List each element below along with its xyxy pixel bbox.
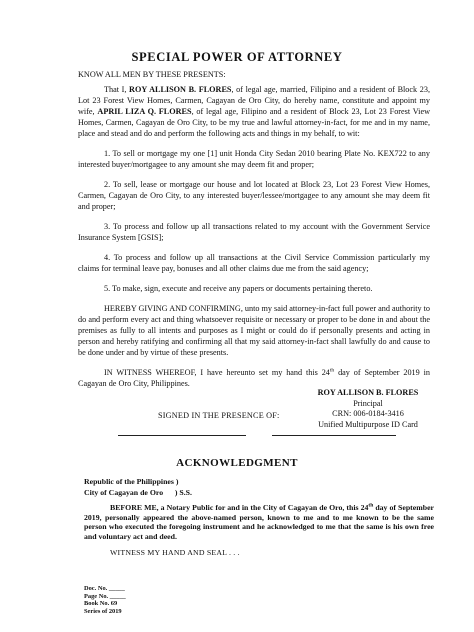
power-item-3: 3. To process and follow up all transactions related to my account with the Government Service Insurance System [GSIS]; bbox=[78, 222, 430, 242]
doc-no: Doc. No. _____ bbox=[84, 585, 125, 592]
acknowledgment-title: ACKNOWLEDGMENT bbox=[176, 457, 298, 469]
document-body bbox=[78, 84, 430, 398]
power-item-1: 1. To sell or mortgage my one [1] unit Honda City Sedan 2010 bearing Plate No. KEX722 to any interested buyer/mortgagee to any amount she may deem fit and proper; bbox=[78, 149, 430, 169]
book-no: Book No. 69 bbox=[84, 600, 118, 608]
power-item-2: 2. To sell, lease or mortgage our house and lot located at Block 23, Lot 23 Forest View Homes, Carmen, Cagayan de Oro City, to any interested buyer/lessee/mortgagee to any amount she may deem fit and proper; bbox=[78, 180, 430, 211]
witness-signature-line-2 bbox=[272, 435, 396, 436]
signatory-name: ROY ALLISON B. FLORES bbox=[317, 388, 419, 397]
principal-name: ROY ALLISON B. FLORES bbox=[129, 85, 232, 94]
signatory-crn: CRN: 006-0184-3416 bbox=[332, 409, 404, 419]
signatory-id: Unified Multipurpose ID Card bbox=[318, 419, 418, 429]
witness-hand-seal: WITNESS MY HAND AND SEAL . . . bbox=[110, 548, 240, 557]
witness-signature-line-1 bbox=[118, 435, 246, 436]
principal-signature-block bbox=[300, 388, 436, 430]
document-title: SPECIAL POWER OF ATTORNEY bbox=[131, 50, 343, 64]
intro-line: KNOW ALL MEN BY THESE PRESENTS: bbox=[78, 70, 226, 79]
signed-in-presence: SIGNED IN THE PRESENCE OF: bbox=[158, 411, 280, 420]
power-item-4: 4. To process and follow up all transactions at the Civil Service Commission particularly my claims for terminal leave pay, bonuses and all other claims due me from the said agency; bbox=[78, 253, 430, 273]
acknowledgment-body: BEFORE ME, a Notary Public for and in the City of Cagayan de Oro, this 24th day of September 2019, personally appeared the above-named person, known to me and to me known to be the same person who executed the foregoing instrument and he acknowledged to me that the same is his own free and voluntary act and deed. bbox=[84, 502, 434, 541]
appointment-paragraph: That I, ROY ALLISON B. FLORES, of legal age, married, Filipino and a resident of Block 23, Lot 23 Forest View Homes, Carmen, Cagayan de Oro City, do hereby name, constitute and appoint my wife, APRIL LIZA Q. FLORES, of legal age, Filipino and a resident of Block 23, Lot 23 Forest View Homes, Carmen, Cagayan de Oro City, to be my true and lawful attorney-in-fact, for me and in my name, place and stead and do and perform the following acts and things in my behalf, to wit: bbox=[78, 85, 430, 138]
page-no: Page No. _____ bbox=[84, 592, 126, 600]
venue-block bbox=[84, 476, 192, 498]
power-item-5: 5. To make, sign, execute and receive any papers or documents pertaining thereto. bbox=[104, 284, 373, 293]
attorney-name: APRIL LIZA Q. FLORES bbox=[97, 107, 192, 116]
signatory-role: Principal bbox=[353, 398, 383, 408]
notarial-register bbox=[84, 585, 126, 615]
witness-paragraph: IN WITNESS WHEREOF, I have hereunto set my hand this 24th day of September 2019 in Cagayan de Oro City, Philippines. bbox=[78, 367, 430, 388]
venue-republic: Republic of the Philippines ) bbox=[84, 477, 179, 486]
confirmation-paragraph: HEREBY GIVING AND CONFIRMING, unto my said attorney-in-fact full power and authority to do and perform every act and thing whatsoever requisite or necessary or proper to be done in and about the premises as fully to all intents and purposes as I might or could do if personally presents and acting in person and hereby ratifying and confirming all that my said attorney-in-fact shall lawfully do and cause to be done under and by virtue of these presents. bbox=[78, 304, 431, 357]
series: Series of 2019 bbox=[84, 607, 122, 615]
venue-city: City of Cagayan de Oro ) S.S. bbox=[84, 488, 192, 497]
